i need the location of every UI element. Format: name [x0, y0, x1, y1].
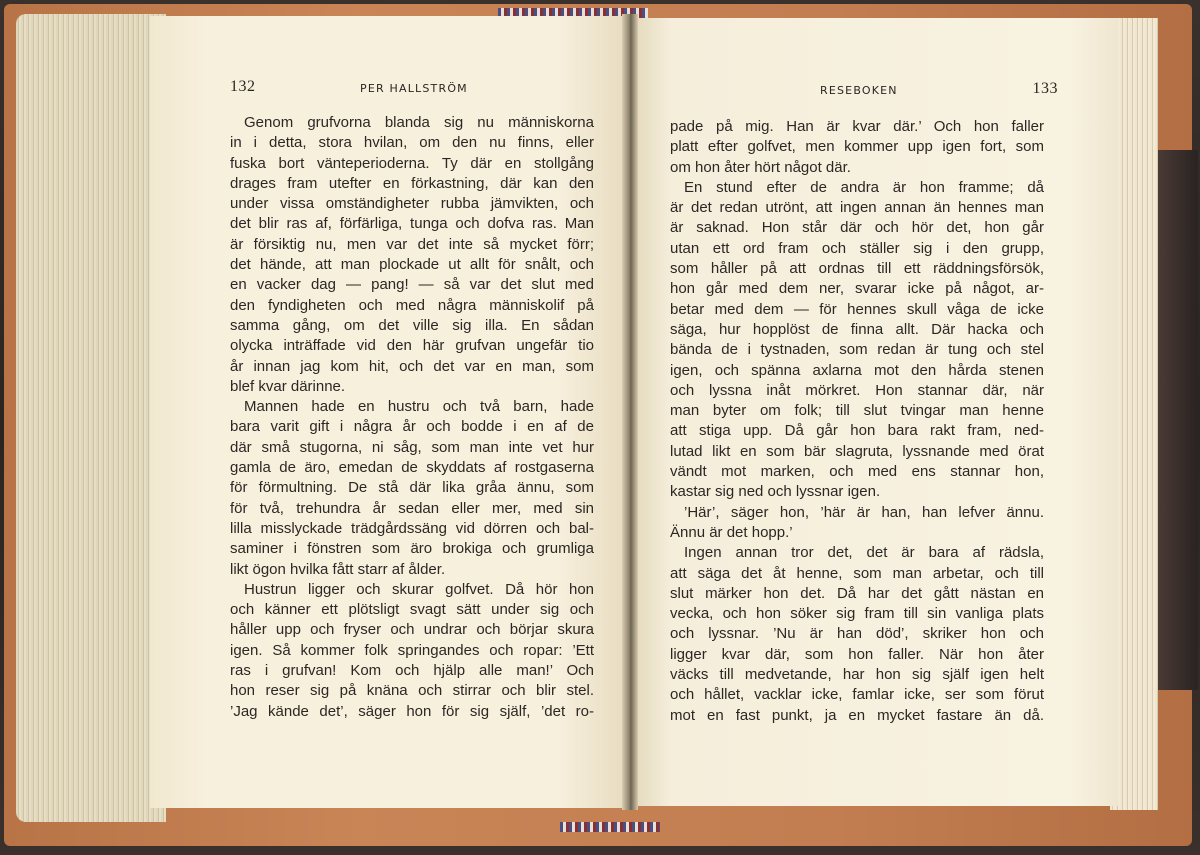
text-line: utan ett ord fram och ställer sig i den grupp, — [670, 239, 1044, 257]
text-line: igen. Så kommer folk springandes och ropar: ’Ett — [230, 641, 594, 659]
text-line: kastar sig ned och lyssnar igen. — [670, 483, 881, 501]
text-line: likt ögon hvilka fått starr af ålder. — [230, 560, 446, 578]
text-line: det hände, att man plockade ut allt för snålt, och — [230, 256, 594, 274]
text-line: mot en fast punkt, ja en mycket fastare än då. — [670, 706, 1044, 724]
text-line: Ingen annan tror det, det är bara af rädsla, — [684, 544, 1044, 562]
text-line: den fyndigheten och med några människolif på — [230, 296, 594, 314]
text-line: håller upp och fryser och undrar och börjar skura — [230, 621, 594, 639]
text-line: man byter om folk; till slut tvingar man henne — [670, 402, 1044, 420]
left-running-head — [230, 78, 615, 102]
right-page — [633, 18, 1118, 806]
text-line: för två, trehundra år sedan eller mer, med sin — [230, 499, 594, 517]
text-line: in i detta, stora hvilan, om den nu finns, eller — [230, 134, 594, 152]
text-line: Hustrun ligger och skurar golfvet. Då hör hon — [244, 580, 594, 598]
text-line: bända de i tystnaden, som redan är tung och stel — [670, 341, 1044, 359]
text-line: betar med dem — för hennes skull våga de icke — [670, 300, 1044, 318]
text-line: hon reser sig på knäna och stirrar och blir stel. — [230, 682, 594, 700]
text-line: och lyssnar. ’Nu är han död’, skriker hon och — [670, 625, 1044, 643]
text-line: ras i grufvan! Kom och hjälp alle man!’ Och — [230, 662, 594, 680]
text-line: säga, hur hopplöst de finna allt. Där hacka och — [670, 320, 1044, 338]
author-heading: PER HALLSTRÖM — [360, 82, 468, 95]
text-line: bara varit gift i några år och bodde i en af de — [230, 418, 594, 436]
text-line: att säga det åt henne, som man arbetar, och till — [670, 564, 1044, 582]
text-line: Mannen hade en hustru och två barn, hade — [244, 398, 594, 416]
text-line: år innan jag kom hit, och det var en man, som — [230, 357, 594, 375]
text-line: är det redan utrönt, att ingen annan än hennes man — [670, 199, 1044, 217]
text-line: hon går med dem ner, svarar icke på något, ar- — [670, 280, 1044, 298]
text-line: En stund efter de andra är hon framme; då — [684, 178, 1044, 196]
right-running-head — [668, 80, 1058, 104]
right-page-text — [670, 117, 1044, 726]
cover-shadow — [1158, 150, 1198, 690]
text-line: Ännu är det hopp.’ — [670, 523, 793, 541]
text-line: fuska bort vänteperioderna. Ty där en stollgång — [230, 154, 594, 172]
left-page-text — [230, 113, 594, 722]
text-line: pade på mig. Han är kvar där.’ Och hon faller — [670, 118, 1044, 135]
text-line: platt efter golfvet, men kommer upp igen fort, som — [670, 138, 1044, 156]
text-line: samma gång, om det ville sig illa. En sådan — [230, 316, 594, 334]
book-gutter — [622, 14, 638, 810]
text-line: är saknad. Hon står där och hör det, hon går — [670, 219, 1044, 237]
page-number-left: 132 — [230, 78, 256, 95]
text-line: väcks till medvetande, har hon sig själf igen helt — [670, 666, 1044, 684]
text-line: om hon åter hört något där. — [670, 158, 851, 176]
text-line: lilla misslyckade trädgårdssäng vid dörren och bal- — [230, 519, 594, 537]
text-line: olycka inträffade vid den här grufvan ungefär tio — [230, 337, 594, 355]
text-line: och hållet, vacklar icke, famlar icke, ser som förut — [670, 686, 1044, 704]
left-page-edges — [16, 14, 166, 822]
text-line: drages fram utefter en förkastning, där kan den — [230, 174, 594, 192]
text-line: vändt mot marken, och med ens stannar hon, — [670, 463, 1044, 481]
text-line: är försiktig nu, men var det inte så mycket förr; — [230, 235, 594, 253]
text-line: saminer i fönstren som äro brokiga och grumliga — [230, 540, 594, 558]
text-line: det blir ras af, förfärliga, tunga och dofva ras. Man — [230, 215, 594, 233]
text-line: gamla de äro, emedan de skyddats af rostgaserna — [230, 459, 594, 477]
text-line: under vissa omständigheter rubba jämvikten, och — [230, 195, 594, 213]
text-line: igen, och spänna axlarna mot den hårda stenen — [670, 361, 1044, 379]
page-number-right: 133 — [1032, 80, 1058, 97]
text-line: Genom grufvorna blanda sig nu människorna — [244, 114, 594, 131]
text-line: och lyssna inåt mörkret. Hon stannar där, när — [670, 381, 1044, 399]
text-line: ligger kvar där, som hon faller. När hon åter — [670, 645, 1044, 663]
text-line: att stiga upp. Då går hon bara rakt fram, ned- — [670, 422, 1044, 440]
text-line: för förmultning. De stå där lika gråa ännu, som — [230, 479, 594, 497]
text-line: vecka, och hon söker sig fram till sin vanliga plats — [670, 605, 1044, 623]
left-page — [150, 16, 628, 808]
book-title-heading: RESEBOKEN — [820, 84, 898, 97]
text-line: som håller på att ordnas till ett räddningsförsök, — [670, 260, 1044, 278]
text-line: där små stugorna, ni såg, som man inte vet hur — [230, 438, 594, 456]
text-line: lutad likt en som bär slagruta, lyssnande med örat — [670, 442, 1044, 460]
text-line: och känner ett plötsligt svagt sätt under sig och — [230, 601, 594, 619]
text-line: blef kvar därinne. — [230, 377, 346, 395]
text-line: slut märker hon det. Då har det gått nästan en — [670, 584, 1044, 602]
text-line: ’Jag kände det’, säger hon för sig själf, ’det ro- — [230, 702, 594, 720]
text-line: ’Här’, säger hon, ’här är han, han lefver ännu. — [684, 503, 1044, 521]
text-line: en vacker dag — pang! — så var det slut med — [230, 276, 594, 294]
headband-bottom — [560, 822, 660, 832]
